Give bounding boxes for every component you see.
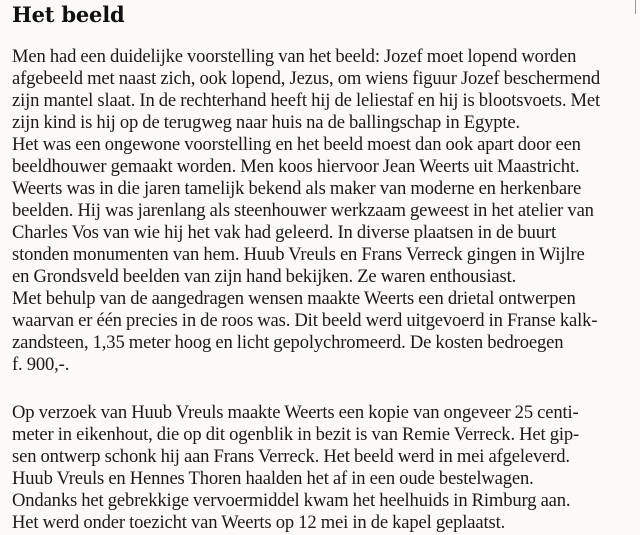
text-line: Op verzoek van Huub Vreuls maakte Weerts een kopie van ongeveer 25 centi- [12, 402, 579, 423]
text-line: Ondanks het gebrekkige vervoermiddel kwam het heelhuids in Rimburg aan. [12, 490, 571, 511]
text-line: afgebeeld met naast zich, ook lopend, Jezus, om wiens figuur Jozef beschermend [12, 68, 601, 89]
text-line: zijn mantel slaat. In de rechterhand heeft hij de leliestaf en hij is blootsvoets. Met [12, 90, 601, 111]
text-line: Het werd onder toezicht van Weerts op 12 mei in de kapel geplaatst. [12, 512, 506, 533]
text-line: Huub Vreuls en Hennes Thoren haalden het af in een oude bestelwagen. [12, 468, 534, 489]
text-line: f. 900,-. [12, 354, 70, 375]
text-line: Weerts was in die jaren tamelijk bekend als maker van moderne en herkenbare [12, 178, 582, 199]
text-line: beeldhouwer gemaakt worden. Men koos hiervoor Jean Weerts uit Maastricht. [12, 156, 580, 177]
text-line: Met behulp van de aangedragen wensen maakte Weerts een drietal ontwerpen [12, 288, 576, 309]
text-line: sen ontwerp schonk hij aan Frans Verreck. Het beeld werd in mei afgeleverd. [12, 446, 570, 467]
text-line: beelden. Hij was jarenlang als steenhouwer werkzaam geweest in het atelier van [12, 200, 594, 221]
paragraph-2 [12, 402, 636, 534]
text-line: Charles Vos van wie hij het vak had geleerd. In diverse plaatsen in de buurt [12, 222, 556, 243]
text-line: zandsteen, 1,35 meter hoog en licht gepolychromeerd. De kosten bedroegen [12, 332, 564, 353]
text-line: stonden monumenten van hem. Huub Vreuls en Frans Verreck gingen in Wijlre [12, 244, 585, 265]
paragraph-1 [12, 46, 636, 376]
text-line: zijn kind is hij op de terugweg naar huis na de ballingschap in Egypte. [12, 112, 521, 133]
section-heading: Het beeld [12, 2, 125, 27]
page-edge-line [635, 0, 636, 14]
text-line: waarvan er één precies in de roos was. Dit beeld werd uitgevoerd in Franse kalk- [12, 310, 598, 331]
text-line: en Grondsveld beelden van zijn hand bekijken. Ze waren enthousiast. [12, 266, 517, 287]
text-line: meter in eikenhout, die op dit ogenblik in bezit is van Remie Verreck. Het gip- [12, 424, 580, 445]
text-line: Men had een duidelijke voorstelling van het beeld: Jozef moet lopend worden [12, 46, 577, 67]
text-line: Het was een ongewone voorstelling en het beeld moest dan ook apart door een [12, 134, 581, 155]
